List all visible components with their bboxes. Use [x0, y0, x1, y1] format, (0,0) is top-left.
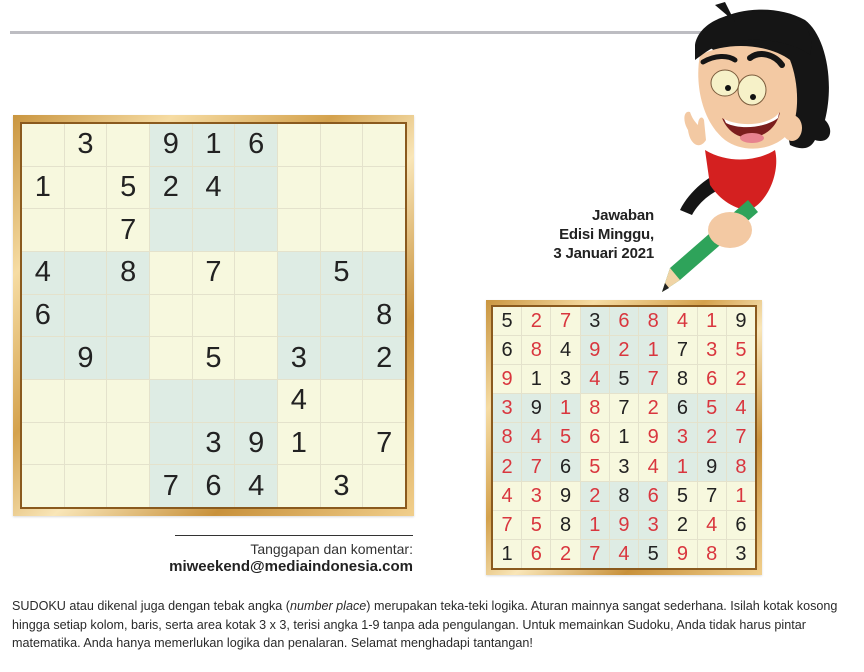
sudoku-puzzle-grid [22, 124, 405, 507]
puzzle-cell-r3c1[interactable] [22, 209, 64, 251]
puzzle-cell-r1c6[interactable]: 6 [235, 124, 277, 166]
puzzle-cell-r5c7[interactable] [278, 295, 320, 337]
answer-cell-r9c5: 4 [610, 540, 638, 568]
answer-cell-r4c6: 2 [639, 394, 667, 422]
puzzle-cell-r7c1[interactable] [22, 380, 64, 422]
answer-cell-r3c7: 8 [668, 365, 696, 393]
answer-cell-r6c9: 8 [727, 453, 755, 481]
puzzle-cell-r2c4[interactable]: 2 [150, 167, 192, 209]
puzzle-cell-r8c8[interactable] [321, 423, 363, 465]
answer-cell-r9c7: 9 [668, 540, 696, 568]
answer-cell-r6c2: 7 [522, 453, 550, 481]
answer-cell-r1c6: 8 [639, 307, 667, 335]
contact-divider [175, 535, 413, 536]
puzzle-cell-r9c6[interactable]: 4 [235, 465, 277, 507]
puzzle-cell-r2c3[interactable]: 5 [107, 167, 149, 209]
answer-cell-r6c6: 4 [639, 453, 667, 481]
answer-cell-r5c6: 9 [639, 423, 667, 451]
answer-cell-r5c8: 2 [698, 423, 726, 451]
puzzle-cell-r8c5[interactable]: 3 [193, 423, 235, 465]
answer-cell-r5c3: 5 [551, 423, 579, 451]
answer-cell-r4c5: 7 [610, 394, 638, 422]
puzzle-cell-r9c4[interactable]: 7 [150, 465, 192, 507]
answer-cell-r6c5: 3 [610, 453, 638, 481]
puzzle-cell-r9c9[interactable] [363, 465, 405, 507]
puzzle-cell-r6c2[interactable]: 9 [65, 337, 107, 379]
answer-cell-r9c1: 1 [493, 540, 521, 568]
puzzle-cell-r4c6[interactable] [235, 252, 277, 294]
answer-cell-r7c2: 3 [522, 482, 550, 510]
answer-caption-line2: Edisi Minggu, [559, 226, 654, 243]
answer-cell-r3c5: 5 [610, 365, 638, 393]
answer-cell-r4c8: 5 [698, 394, 726, 422]
puzzle-cell-r8c6[interactable]: 9 [235, 423, 277, 465]
puzzle-cell-r4c4[interactable] [150, 252, 192, 294]
answer-cell-r9c4: 7 [581, 540, 609, 568]
answer-cell-r6c1: 2 [493, 453, 521, 481]
puzzle-cell-r9c1[interactable] [22, 465, 64, 507]
puzzle-cell-r3c3[interactable]: 7 [107, 209, 149, 251]
puzzle-cell-r9c7[interactable] [278, 465, 320, 507]
answer-cell-r8c9: 6 [727, 511, 755, 539]
answer-cell-r7c6: 6 [639, 482, 667, 510]
description-part1: SUDOKU atau dikenal juga dengan tebak angka ( [12, 599, 290, 613]
puzzle-cell-r2c8[interactable] [321, 167, 363, 209]
puzzle-cell-r5c1[interactable]: 6 [22, 295, 64, 337]
answer-cell-r1c9: 9 [727, 307, 755, 335]
answer-cell-r8c2: 5 [522, 511, 550, 539]
answer-cell-r8c5: 9 [610, 511, 638, 539]
answer-cell-r6c8: 9 [698, 453, 726, 481]
puzzle-cell-r8c1[interactable] [22, 423, 64, 465]
puzzle-cell-r7c2[interactable] [65, 380, 107, 422]
answer-cell-r4c9: 4 [727, 394, 755, 422]
answer-cell-r3c8: 6 [698, 365, 726, 393]
puzzle-cell-r2c2[interactable] [65, 167, 107, 209]
puzzle-cell-r2c1[interactable]: 1 [22, 167, 64, 209]
answer-cell-r5c4: 6 [581, 423, 609, 451]
answer-cell-r7c5: 8 [610, 482, 638, 510]
puzzle-cell-r6c9[interactable]: 2 [363, 337, 405, 379]
puzzle-cell-r6c6[interactable] [235, 337, 277, 379]
answer-cell-r8c3: 8 [551, 511, 579, 539]
answer-cell-r9c2: 6 [522, 540, 550, 568]
puzzle-cell-r1c2[interactable]: 3 [65, 124, 107, 166]
answer-cell-r2c9: 5 [727, 336, 755, 364]
puzzle-cell-r9c5[interactable]: 6 [193, 465, 235, 507]
puzzle-cell-r8c7[interactable]: 1 [278, 423, 320, 465]
answer-cell-r5c2: 4 [522, 423, 550, 451]
puzzle-cell-r1c5[interactable]: 1 [193, 124, 235, 166]
puzzle-cell-r7c3[interactable] [107, 380, 149, 422]
puzzle-cell-r8c2[interactable] [65, 423, 107, 465]
answer-cell-r1c7: 4 [668, 307, 696, 335]
answer-caption-line3: 3 Januari 2021 [553, 245, 654, 262]
puzzle-cell-r5c5[interactable] [193, 295, 235, 337]
answer-cell-r9c9: 3 [727, 540, 755, 568]
puzzle-cell-r8c4[interactable] [150, 423, 192, 465]
puzzle-cell-r2c9[interactable] [363, 167, 405, 209]
answer-cell-r1c2: 2 [522, 307, 550, 335]
answer-caption [553, 206, 654, 263]
puzzle-cell-r7c4[interactable] [150, 380, 192, 422]
answer-cell-r5c7: 3 [668, 423, 696, 451]
answer-cell-r8c8: 4 [698, 511, 726, 539]
answer-cell-r8c6: 3 [639, 511, 667, 539]
answer-cell-r7c3: 9 [551, 482, 579, 510]
answer-cell-r2c4: 9 [581, 336, 609, 364]
top-divider-rule [10, 31, 710, 34]
answer-cell-r9c3: 2 [551, 540, 579, 568]
answer-cell-r3c1: 9 [493, 365, 521, 393]
puzzle-cell-r7c5[interactable] [193, 380, 235, 422]
puzzle-cell-r2c7[interactable] [278, 167, 320, 209]
answer-cell-r6c3: 6 [551, 453, 579, 481]
puzzle-cell-r6c1[interactable] [22, 337, 64, 379]
puzzle-cell-r7c7[interactable]: 4 [278, 380, 320, 422]
answer-cell-r1c4: 3 [581, 307, 609, 335]
puzzle-cell-r8c9[interactable]: 7 [363, 423, 405, 465]
puzzle-cell-r7c9[interactable] [363, 380, 405, 422]
puzzle-cell-r1c8[interactable] [321, 124, 363, 166]
cartoon-boy-mascot-icon [640, 0, 864, 300]
answer-cell-r2c1: 6 [493, 336, 521, 364]
puzzle-cell-r9c8[interactable]: 3 [321, 465, 363, 507]
answer-cell-r3c2: 1 [522, 365, 550, 393]
answer-cell-r7c8: 7 [698, 482, 726, 510]
answer-cell-r2c5: 2 [610, 336, 638, 364]
contact-email-link[interactable]: miweekend@mediaindonesia.com [169, 558, 413, 575]
answer-cell-r4c7: 6 [668, 394, 696, 422]
puzzle-cell-r3c6[interactable] [235, 209, 277, 251]
answer-cell-r3c9: 2 [727, 365, 755, 393]
puzzle-cell-r1c7[interactable] [278, 124, 320, 166]
puzzle-cell-r3c8[interactable] [321, 209, 363, 251]
puzzle-cell-r1c4[interactable]: 9 [150, 124, 192, 166]
answer-cell-r7c7: 5 [668, 482, 696, 510]
answer-cell-r3c3: 3 [551, 365, 579, 393]
answer-cell-r2c2: 8 [522, 336, 550, 364]
puzzle-frame [13, 115, 414, 516]
puzzle-cell-r4c9[interactable] [363, 252, 405, 294]
sudoku-answer-grid [493, 307, 755, 568]
answer-cell-r4c1: 3 [493, 394, 521, 422]
puzzle-cell-r7c8[interactable] [321, 380, 363, 422]
answer-cell-r1c3: 7 [551, 307, 579, 335]
answer-cell-r7c1: 4 [493, 482, 521, 510]
answer-cell-r5c5: 1 [610, 423, 638, 451]
puzzle-cell-r6c3[interactable] [107, 337, 149, 379]
answer-caption-line1: Jawaban [592, 207, 654, 224]
puzzle-cell-r2c5[interactable]: 4 [193, 167, 235, 209]
puzzle-cell-r5c8[interactable] [321, 295, 363, 337]
answer-cell-r6c7: 1 [668, 453, 696, 481]
answer-cell-r7c9: 1 [727, 482, 755, 510]
answer-cell-r9c6: 5 [639, 540, 667, 568]
answer-cell-r4c4: 8 [581, 394, 609, 422]
answer-cell-r4c3: 1 [551, 394, 579, 422]
puzzle-cell-r1c3[interactable] [107, 124, 149, 166]
puzzle-cell-r4c3[interactable]: 8 [107, 252, 149, 294]
answer-cell-r4c2: 9 [522, 394, 550, 422]
puzzle-cell-r4c1[interactable]: 4 [22, 252, 64, 294]
answer-cell-r8c1: 7 [493, 511, 521, 539]
answer-cell-r2c8: 3 [698, 336, 726, 364]
puzzle-cell-r8c3[interactable] [107, 423, 149, 465]
answer-cell-r2c6: 1 [639, 336, 667, 364]
answer-cell-r9c8: 8 [698, 540, 726, 568]
puzzle-cell-r6c7[interactable]: 3 [278, 337, 320, 379]
puzzle-cell-r4c5[interactable]: 7 [193, 252, 235, 294]
answer-cell-r2c3: 4 [551, 336, 579, 364]
puzzle-cell-r7c6[interactable] [235, 380, 277, 422]
description-italic: number place [289, 599, 367, 613]
puzzle-cell-r5c9[interactable]: 8 [363, 295, 405, 337]
puzzle-cell-r3c5[interactable] [193, 209, 235, 251]
answer-cell-r7c4: 2 [581, 482, 609, 510]
puzzle-cell-r5c3[interactable] [107, 295, 149, 337]
sudoku-description [12, 597, 852, 653]
answer-cell-r1c1: 5 [493, 307, 521, 335]
answer-cell-r6c4: 5 [581, 453, 609, 481]
puzzle-cell-r4c7[interactable] [278, 252, 320, 294]
puzzle-cell-r9c3[interactable] [107, 465, 149, 507]
answer-cell-r8c4: 1 [581, 511, 609, 539]
puzzle-cell-r9c2[interactable] [65, 465, 107, 507]
puzzle-cell-r3c7[interactable] [278, 209, 320, 251]
answer-frame [486, 300, 762, 575]
puzzle-cell-r5c2[interactable] [65, 295, 107, 337]
puzzle-cell-r1c1[interactable] [22, 124, 64, 166]
answer-cell-r1c8: 1 [698, 307, 726, 335]
puzzle-cell-r6c4[interactable] [150, 337, 192, 379]
puzzle-cell-r4c2[interactable] [65, 252, 107, 294]
puzzle-cell-r6c8[interactable] [321, 337, 363, 379]
puzzle-cell-r1c9[interactable] [363, 124, 405, 166]
puzzle-cell-r3c9[interactable] [363, 209, 405, 251]
answer-cell-r3c4: 4 [581, 365, 609, 393]
contact-label: Tanggapan dan komentar: [250, 541, 413, 557]
puzzle-cell-r5c4[interactable] [150, 295, 192, 337]
puzzle-cell-r3c2[interactable] [65, 209, 107, 251]
answer-cell-r8c7: 2 [668, 511, 696, 539]
description-part2: ) merupakan teka-teki logika. Aturan mainnya sangat sederhana. Isilah kotak kosong hingga setiap kolom, baris, serta area kotak 3 x 3, terisi angka 1-9 tanpa ada pengulangan. Untuk memainkan Sudoku, Anda tidak harus pintar matematika. Anda hanya memerlukan logika dan penalaran. Selamat menghadapi tantangan! [12, 599, 838, 650]
answer-cell-r1c5: 6 [610, 307, 638, 335]
puzzle-cell-r3c4[interactable] [150, 209, 192, 251]
puzzle-cell-r5c6[interactable] [235, 295, 277, 337]
puzzle-cell-r6c5[interactable]: 5 [193, 337, 235, 379]
answer-cell-r5c9: 7 [727, 423, 755, 451]
puzzle-cell-r2c6[interactable] [235, 167, 277, 209]
answer-cell-r3c6: 7 [639, 365, 667, 393]
puzzle-cell-r4c8[interactable]: 5 [321, 252, 363, 294]
answer-cell-r2c7: 7 [668, 336, 696, 364]
answer-cell-r5c1: 8 [493, 423, 521, 451]
